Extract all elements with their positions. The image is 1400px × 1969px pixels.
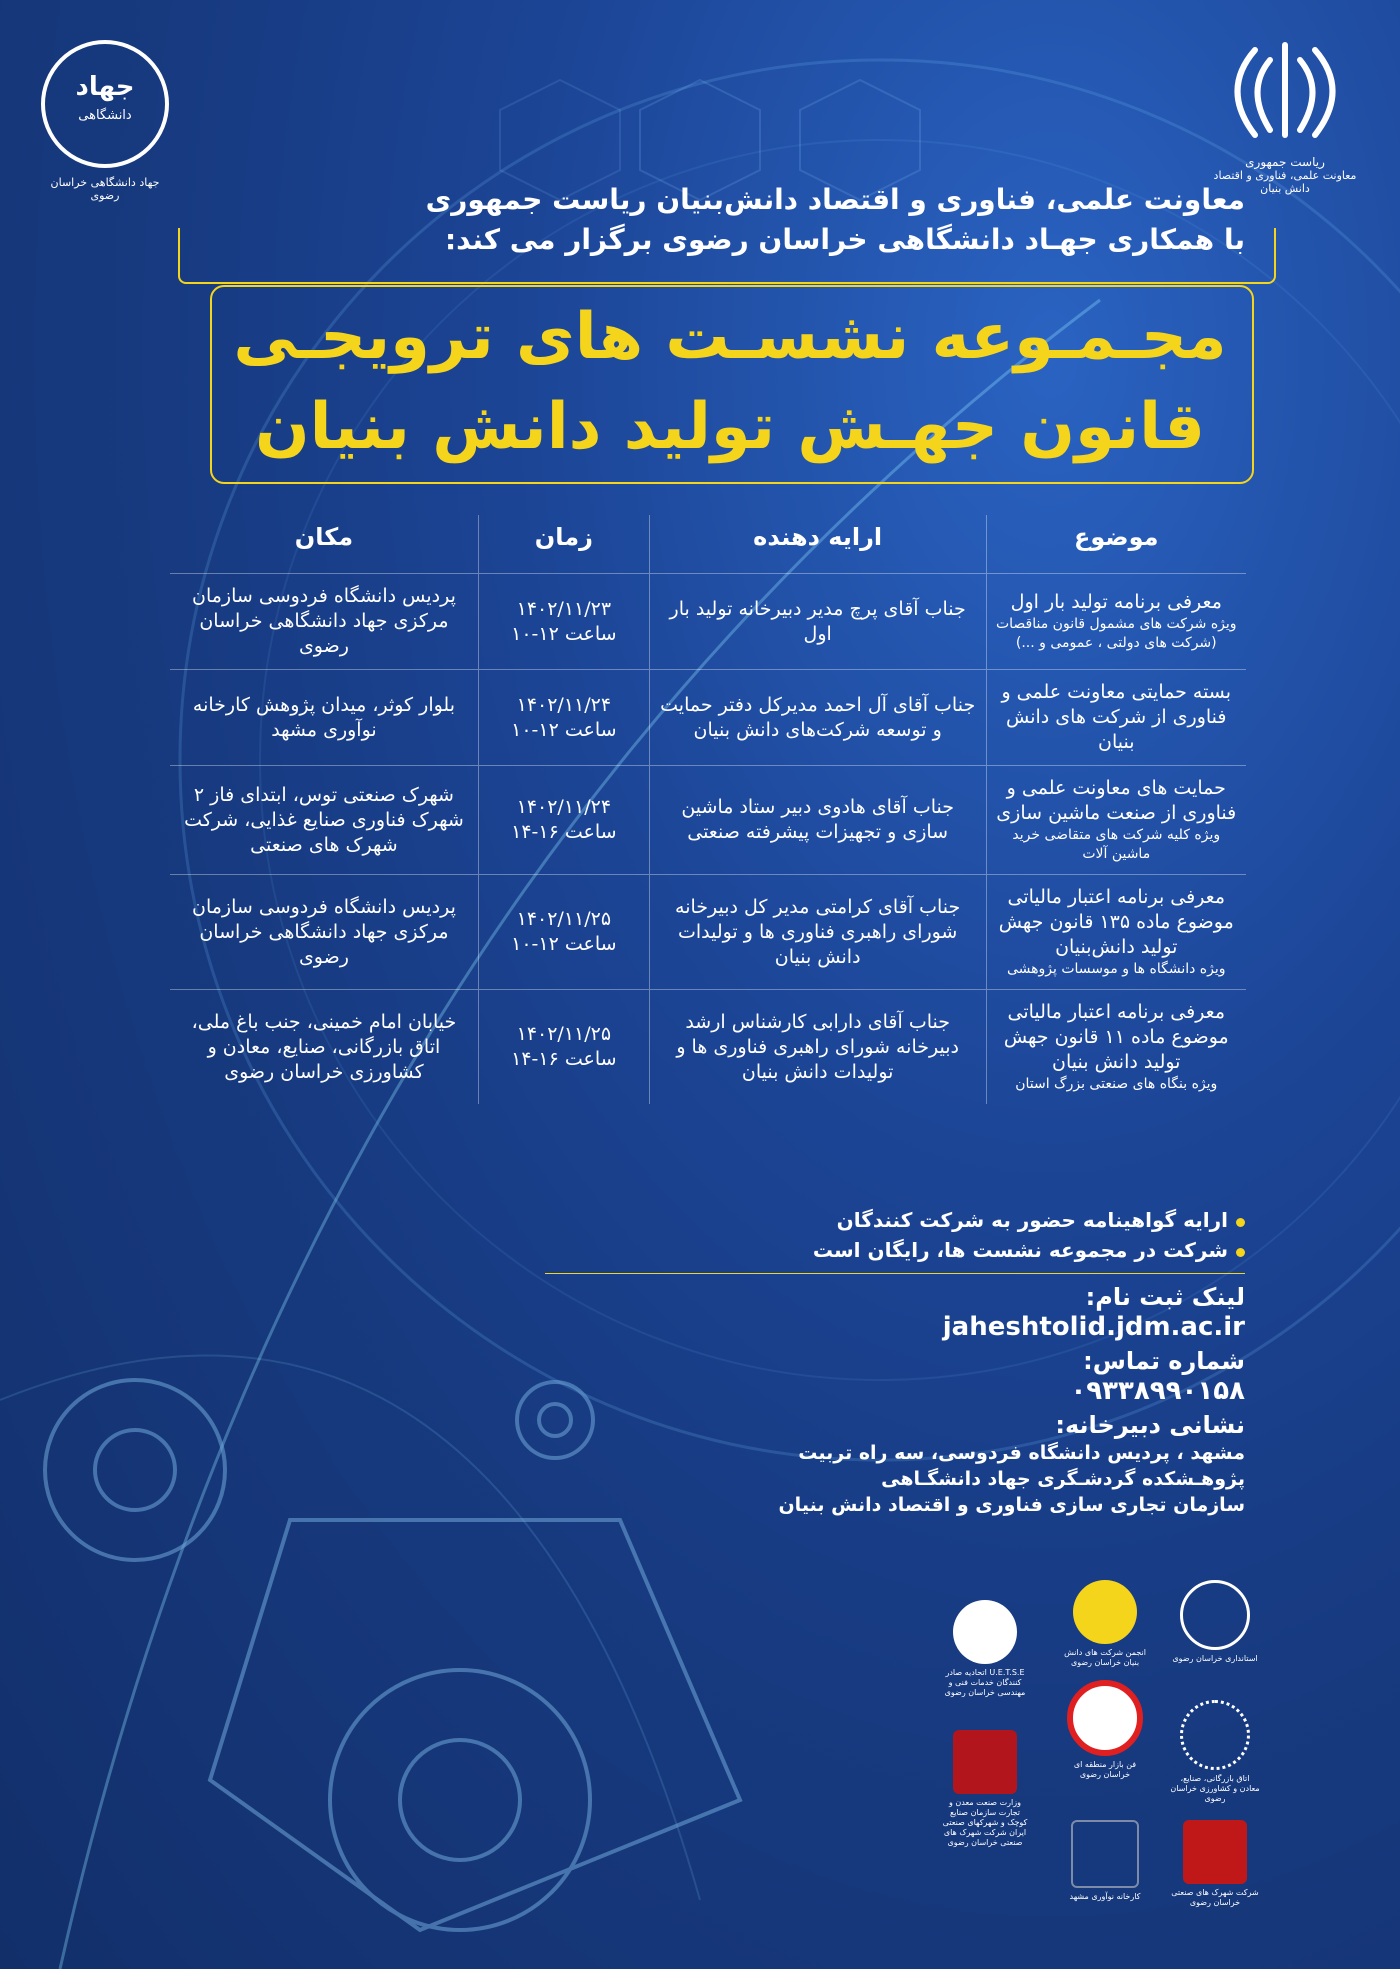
row-date: ۱۴۰۲/۱۱/۲۵ xyxy=(516,1023,612,1045)
logo-left-sub: دانشگاهی xyxy=(78,108,132,123)
chamber-gear-icon xyxy=(1180,1700,1250,1770)
row-topic xyxy=(986,990,1246,1105)
sponsor-logo xyxy=(1170,1580,1260,1664)
topic-text: حمایت های معاونت علمی و فناوری از صنعت ماشین سازی xyxy=(996,777,1237,824)
topic-sub: ویژه کلیه شرکت های متقاضی خرید ماشین آلات xyxy=(1012,827,1221,862)
bullet-icon xyxy=(1236,1248,1245,1257)
sponsor-label: استانداری خراسان رضوی xyxy=(1172,1654,1258,1663)
row-hour: ساعت ۱۲-۱۰ xyxy=(511,933,617,955)
row-hour: ساعت ۱۲-۱۰ xyxy=(511,622,617,645)
jahad-emblem-icon xyxy=(41,40,169,168)
info-section xyxy=(545,1205,1245,1518)
header-topic: موضوع xyxy=(986,515,1246,574)
row-topic xyxy=(986,574,1246,670)
row-time xyxy=(478,670,649,766)
row-date: ۱۴۰۲/۱۱/۲۳ xyxy=(516,597,612,620)
phone-number: ۰۹۳۳۸۹۹۰۱۵۸ xyxy=(1070,1376,1245,1406)
row-presenter: جناب آقای هادوی دبیر ستاد ماشین سازی و تجهیزات پیشرفته صنعتی xyxy=(649,766,986,875)
row-date: ۱۴۰۲/۱۱/۲۴ xyxy=(516,693,612,716)
row-time xyxy=(478,574,649,670)
row-place: خیابان امام خمینی، جنب باغ ملی، اتاق بازرگانی، صنایع، معادن و کشاورزی خراسان رضوی xyxy=(170,990,478,1105)
row-topic xyxy=(986,766,1246,875)
fan-bazar-icon xyxy=(1067,1680,1143,1756)
sponsor-logo xyxy=(940,1730,1030,1848)
title-line2: قانون جهـش تولید دانش بنیان xyxy=(254,390,1206,464)
row-hour: ساعت ۱۶-۱۴ xyxy=(511,821,617,843)
header-presenter: ارایه دهنده xyxy=(649,515,986,574)
sponsor-label: وزارت صنعت معدن و تجارت سازمان صنایع کوچک و شهرکهای صنعتی ایران شرکت شهرک های صنعتی خراسان رضوی xyxy=(942,1798,1028,1847)
bullet-icon xyxy=(1236,1218,1245,1227)
row-topic xyxy=(986,670,1246,766)
logo-left-name: جهاد xyxy=(75,72,135,102)
presidency-logo xyxy=(1210,35,1360,195)
row-place: پردیس دانشگاه فردوسی سازمان مرکزی جهاد دانشگاهی خراسان رضوی xyxy=(170,574,478,670)
iran-map-factory-icon xyxy=(1183,1820,1247,1884)
sponsor-label: اتاق بازرگانی، صنایع، معادن و کشاورزی خراسان رضوی xyxy=(1170,1774,1260,1803)
sponsor-logo xyxy=(940,1600,1030,1698)
note-item xyxy=(545,1205,1245,1235)
sponsor-logo xyxy=(1170,1820,1260,1908)
row-place: بلوار کوثر، میدان پژوهش کارخانه نوآوری مشهد xyxy=(170,670,478,766)
header-line2: با همکاری جهـاد دانشگاهی خراسان رضوی برگزار می کند: xyxy=(444,223,1245,256)
row-presenter: جناب آقای پرچ مدیر دبیرخانه تولید بار اول xyxy=(649,574,986,670)
row-presenter: جناب آقای دارابی کارشناس ارشد دبیرخانه شورای راهبری فناوری ها و تولیدات دانش بنیان xyxy=(649,990,986,1105)
sponsor-logos xyxy=(880,1580,1260,1930)
topic-sub: ویژه شرکت های مشمول قانون مناقصات (شرکت های دولتی ، عمومی و ...) xyxy=(995,616,1237,651)
registration-link[interactable]: jaheshtolid.jdm.ac.ir xyxy=(942,1312,1245,1342)
innovation-factory-icon xyxy=(1071,1820,1139,1888)
address-line3: سازمان تجاری سازی فناوری و اقتصاد دانش بنیان xyxy=(778,1494,1245,1516)
table-row xyxy=(170,670,1246,766)
title-line1: مجـمـوعه نشسـت های ترویجـی xyxy=(233,300,1227,374)
row-place: شهرک صنعتی توس، ابتدای فاز ۲ شهرک فناوری صنایع غذایی، شرکت شهرک های صنعتی xyxy=(170,766,478,875)
logo-left-caption: جهاد دانشگاهی خراسان رضوی xyxy=(50,176,160,202)
address-line2: پژوهـشکده گردشـگری جهاد دانشگـاهی xyxy=(881,1468,1245,1490)
row-hour: ساعت ۱۶-۱۴ xyxy=(511,1048,617,1070)
row-date: ۱۴۰۲/۱۱/۲۴ xyxy=(516,796,612,818)
phone-label: شماره تماس: xyxy=(1083,1347,1245,1375)
row-place: پردیس دانشگاه فردوسی سازمان مرکزی جهاد دانشگاهی خراسان رضوی xyxy=(170,875,478,990)
row-date: ۱۴۰۲/۱۱/۲۵ xyxy=(516,908,612,930)
sponsor-label: کارخانه نوآوری مشهد xyxy=(1069,1892,1141,1901)
row-topic xyxy=(986,875,1246,990)
registration-label: لینک ثبت نام: xyxy=(1085,1283,1245,1311)
address-label: نشانی دبیرخانه: xyxy=(1055,1411,1245,1439)
sessions-table xyxy=(170,515,1246,1104)
divider xyxy=(545,1273,1245,1274)
sponsor-label: شرکت شهرک های صنعتی خراسان رضوی xyxy=(1171,1888,1259,1907)
row-hour: ساعت ۱۲-۱۰ xyxy=(511,718,617,741)
topic-sub: ویژه دانشگاه ها و موسسات پژوهشی xyxy=(1006,961,1226,977)
note-certificate: ارایه گواهینامه حضور به شرکت کنندگان xyxy=(836,1208,1228,1232)
sponsor-label: فن بازار منطقه ای خراسان رضوی xyxy=(1073,1760,1137,1779)
row-presenter: جناب آقای آل احمد مدیرکل دفتر حمایت و توسعه شرکت‌های دانش بنیان xyxy=(649,670,986,766)
sponsor-logo xyxy=(1060,1680,1150,1780)
address-line1: مشهد ، پردیس دانشگاه فردوسی، سه راه تربیت xyxy=(798,1442,1245,1464)
topic-text: معرفی برنامه تولید بار اول xyxy=(1010,591,1222,613)
topic-text: بسته حمایتی معاونت علمی و فناوری از شرکت های دانش بنیان xyxy=(1001,681,1232,753)
table-row xyxy=(170,990,1246,1105)
sponsor-logo xyxy=(1060,1580,1150,1668)
table-header-row xyxy=(170,515,1246,574)
table-row xyxy=(170,766,1246,875)
sponsor-logo xyxy=(1170,1700,1260,1804)
row-presenter: جناب آقای کرامتی مدیر کل دبیرخانه شورای راهبری فناوری ها و تولیدات دانش بنیان xyxy=(649,875,986,990)
topic-sub: ویژه بنگاه های صنعتی بزرگ استان xyxy=(1015,1076,1218,1092)
header-line1: معاونت علمی، فناوری و اقتصاد دانش‌بنیان ریاست جمهوری xyxy=(425,183,1245,216)
sun-bulb-icon xyxy=(1073,1580,1137,1644)
jahad-daneshgahi-logo xyxy=(40,40,170,210)
note-item xyxy=(545,1235,1245,1265)
row-time xyxy=(478,990,649,1105)
table-row xyxy=(170,875,1246,990)
sponsor-label: U.E.T.S.E اتحادیه صادر کنندگان خدمات فنی و مهندسی خراسان رضوی xyxy=(944,1668,1026,1697)
table-row xyxy=(170,574,1246,670)
header-place: مکان xyxy=(294,523,354,551)
header-time: زمان xyxy=(478,515,649,574)
sponsor-logo xyxy=(1060,1820,1150,1902)
logo-right-line2: معاونت علمی، فناوری و اقتصاد دانش بنیان xyxy=(1213,169,1357,195)
sponsor-label: انجمن شرکت های دانش بنیان خراسان رضوی xyxy=(1064,1648,1146,1667)
topic-text: معرفی برنامه اعتبار مالیاتی موضوع ماده ۱۱ قانون جهش تولید دانش بنیان xyxy=(1003,1001,1229,1073)
row-time xyxy=(478,766,649,875)
logo-right-line1: ریاست جمهوری xyxy=(1245,155,1325,169)
ostandari-emblem-icon xyxy=(1180,1580,1250,1650)
header-frame xyxy=(178,228,1276,284)
note-free: شرکت در مجموعه نشست ها، رایگان است xyxy=(812,1238,1228,1262)
topic-text: معرفی برنامه اعتبار مالیاتی موضوع ماده ۱۳۵ قانون جهش تولید دانش‌بنیان xyxy=(998,886,1234,958)
uetse-arrow-icon xyxy=(953,1600,1017,1664)
iran-emblem-icon xyxy=(1225,35,1345,145)
row-time xyxy=(478,875,649,990)
ministry-factory-icon xyxy=(953,1730,1017,1794)
